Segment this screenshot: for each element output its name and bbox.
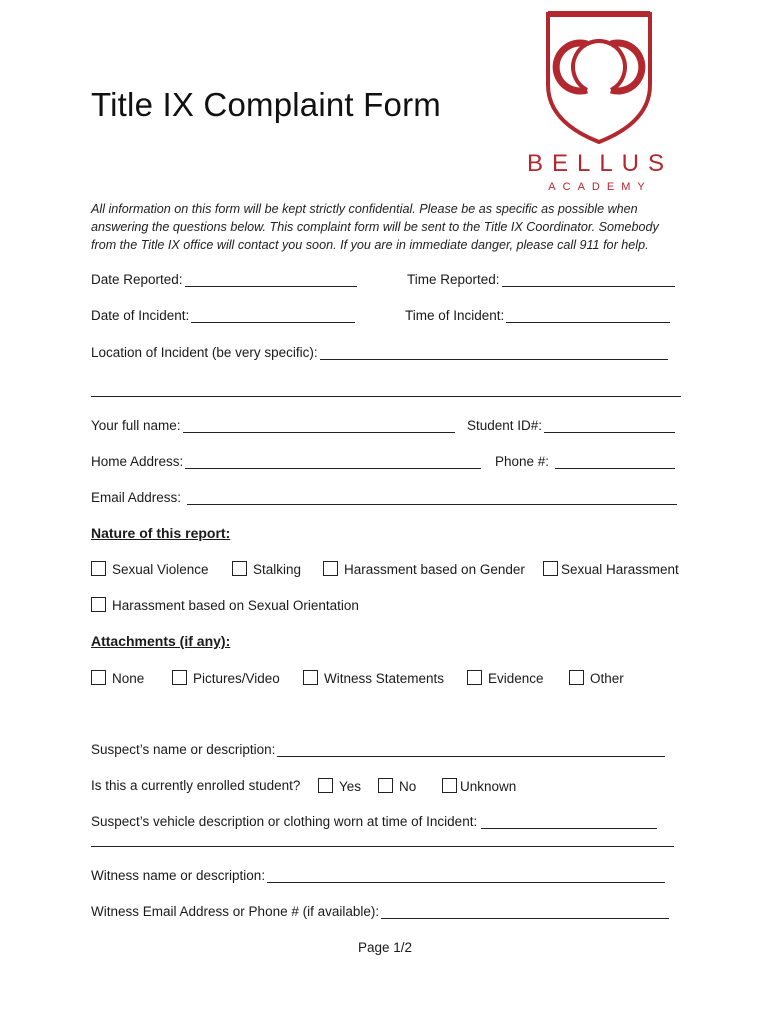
checkbox[interactable]: [91, 670, 106, 685]
phone-row: [495, 454, 675, 469]
witness-contact-label: Witness Email Address or Phone # (if available):: [91, 904, 380, 919]
phone-field[interactable]: [555, 454, 675, 469]
witness-contact-field[interactable]: [381, 904, 669, 919]
home-address-row: [91, 454, 481, 469]
option-label: Stalking: [253, 562, 302, 577]
suspect-name-label: Suspect’s name or description:: [91, 742, 276, 757]
nature-option-harassment-gender[interactable]: [323, 561, 525, 577]
student-id-row: [467, 418, 675, 433]
phone-label: Phone #:: [495, 454, 550, 469]
checkbox[interactable]: [303, 670, 318, 685]
checkbox[interactable]: [467, 670, 482, 685]
checkbox[interactable]: [91, 561, 106, 576]
option-label: No: [399, 779, 417, 794]
intro-text: All information on this form will be kept strictly confidential. Please be as specific as possible when answering the questions below. This complaint form will be sent to the Title IX Coordinator. Somebody from the Title IX office will contact you soon. If you are in immediate danger, please call 911 for help.: [91, 202, 659, 252]
checkbox[interactable]: [323, 561, 338, 576]
email-row: [91, 490, 677, 505]
date-incident-label: Date of Incident:: [91, 308, 190, 323]
option-label: Harassment based on Gender: [344, 562, 525, 577]
student-id-field[interactable]: [544, 418, 675, 433]
nature-option-stalking[interactable]: [232, 561, 301, 577]
full-name-label: Your full name:: [91, 418, 181, 433]
option-label: Other: [590, 671, 624, 686]
checkbox[interactable]: [172, 670, 187, 685]
nature-option-sexual-violence[interactable]: [91, 561, 209, 577]
enrolled-option-no[interactable]: [378, 778, 416, 794]
vehicle-label: Suspect’s vehicle description or clothing worn at time of Incident:: [91, 814, 478, 829]
email-field[interactable]: [187, 490, 677, 505]
email-label: Email Address:: [91, 490, 182, 505]
logo-name: BELLUS: [526, 150, 674, 177]
option-label: Pictures/Video: [193, 671, 280, 686]
witness-contact-row: [91, 904, 669, 919]
page-title: Title IX Complaint Form: [91, 86, 441, 123]
option-label: Witness Statements: [324, 671, 445, 686]
home-address-field[interactable]: [185, 454, 481, 469]
option-label: None: [112, 671, 145, 686]
enrolled-option-yes[interactable]: [318, 778, 361, 794]
checkbox[interactable]: [232, 561, 247, 576]
vehicle-extra-line[interactable]: [91, 846, 674, 847]
time-reported-label: Time Reported:: [407, 272, 500, 287]
page-number: Page 1/2: [357, 940, 413, 955]
attachment-option-witness-statements[interactable]: [303, 670, 444, 686]
nature-option-harassment-orientation[interactable]: [91, 597, 359, 613]
checkbox[interactable]: [543, 561, 558, 576]
enrolled-question: Is this a currently enrolled student?: [91, 778, 301, 793]
checkbox[interactable]: [91, 597, 106, 612]
full-name-field[interactable]: [183, 418, 455, 433]
time-incident-row: [405, 308, 670, 323]
nature-heading: Nature of this report:: [91, 525, 231, 541]
option-label: Yes: [339, 779, 362, 794]
option-label: Evidence: [488, 671, 544, 686]
student-id-label: Student ID#:: [467, 418, 543, 433]
nature-option-sexual-harassment[interactable]: [543, 561, 679, 577]
vehicle-field[interactable]: [481, 814, 657, 829]
time-reported-field[interactable]: [502, 272, 675, 287]
attachment-option-other[interactable]: [569, 670, 624, 686]
attachment-option-none[interactable]: [91, 670, 144, 686]
option-label: Unknown: [460, 779, 517, 794]
date-reported-row: [91, 272, 357, 287]
checkbox[interactable]: [569, 670, 584, 685]
suspect-name-row: [91, 742, 665, 757]
shield-crest-icon: [515, 10, 685, 150]
witness-name-label: Witness name or description:: [91, 868, 266, 883]
location-extra-line[interactable]: [91, 396, 681, 397]
option-label: Sexual Violence: [112, 562, 209, 577]
attachment-option-pictures-video[interactable]: [172, 670, 280, 686]
full-name-row: [91, 418, 455, 433]
enrolled-option-unknown[interactable]: [442, 778, 516, 794]
checkbox[interactable]: [318, 778, 333, 793]
attachments-heading: Attachments (if any):: [91, 633, 231, 649]
time-incident-field[interactable]: [506, 308, 670, 323]
attachment-option-evidence[interactable]: [467, 670, 544, 686]
home-address-label: Home Address:: [91, 454, 184, 469]
time-reported-row: [407, 272, 675, 287]
date-incident-field[interactable]: [191, 308, 355, 323]
vehicle-row: [91, 814, 657, 829]
location-row: [91, 345, 668, 360]
checkbox[interactable]: [442, 778, 457, 793]
location-field[interactable]: [320, 345, 668, 360]
location-label: Location of Incident (be very specific):: [91, 345, 318, 360]
witness-name-row: [91, 868, 665, 883]
checkbox[interactable]: [378, 778, 393, 793]
option-label: Harassment based on Sexual Orientation: [112, 598, 359, 613]
witness-name-field[interactable]: [267, 868, 665, 883]
logo-subtitle: ACADEMY: [548, 181, 652, 193]
date-reported-field[interactable]: [185, 272, 357, 287]
option-label: Sexual Harassment: [561, 562, 679, 577]
suspect-name-field[interactable]: [277, 742, 665, 757]
time-incident-label: Time of Incident:: [405, 308, 505, 323]
date-incident-row: [91, 308, 355, 323]
date-reported-label: Date Reported:: [91, 272, 183, 287]
bellus-academy-logo: [515, 10, 685, 193]
